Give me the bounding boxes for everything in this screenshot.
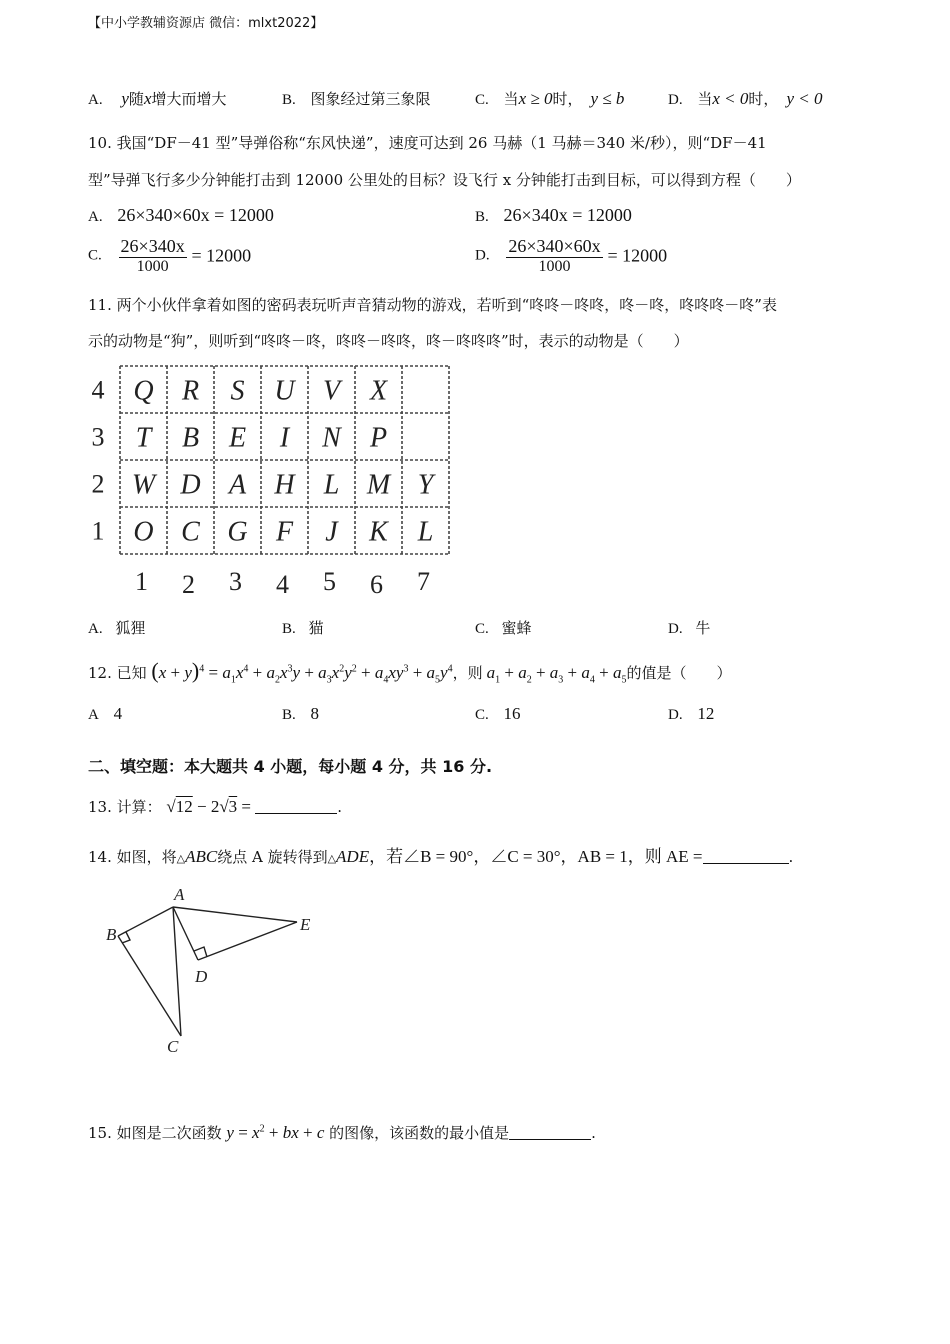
grid-cell-letter: K (369, 516, 388, 548)
q15-function: $y = x^2$ + bx + c (226, 1123, 325, 1142)
q15-stem-end: . (591, 1124, 596, 1142)
q9-option-c-cond: x ≥ 0 (518, 89, 553, 108)
grid-cell-letter: H (274, 469, 295, 501)
q11-option-c-label: C. (475, 621, 489, 637)
q10-stem-line1: 10. 我国“DF－41 型”导弹俗称“东风快递”，速度可达到 26 马赫（1 马赫＝340 米/秒），则“DF－41 (88, 134, 767, 152)
grid-cell-letter: U (274, 375, 295, 407)
grid-cell-letter: B (181, 422, 200, 454)
point-e-label: E (300, 915, 311, 934)
q10-option-b-label: B. (475, 209, 489, 225)
q10-option-d-denominator: 1000 (538, 258, 571, 275)
q11-option-a (88, 617, 145, 638)
q15-stem-post: 的图像，该函数的最小值是 (329, 1124, 510, 1142)
q10-option-a-label: A. (88, 209, 103, 225)
q9-option-c (475, 88, 624, 109)
q13-expression: √12 − 2√3 = (166, 797, 256, 816)
grid-cell-letter: I (279, 422, 290, 454)
q9-option-c-mid: 时， (552, 90, 583, 108)
q11-option-d-label: D. (668, 621, 683, 637)
q15-stem-pre: 15. 如图是二次函数 (88, 1124, 222, 1142)
q10-option-d-label: D. (475, 247, 490, 264)
q12-option-d-text: 12 (697, 704, 715, 723)
q12-option-b (282, 704, 319, 724)
grid-cell-letter: L (323, 469, 340, 501)
q9-option-a-var-y: y (121, 89, 129, 108)
grid-cell-letter: E (228, 422, 247, 454)
q10-option-b (475, 205, 632, 226)
q12-option-c-text: 16 (503, 704, 521, 723)
q10-option-d (475, 236, 667, 276)
q10-option-c-denominator: 1000 (136, 258, 169, 275)
q13-answer-blank (255, 812, 337, 814)
grid-cell-letter: D (180, 469, 201, 501)
q9-option-c-result: y ≤ b (590, 89, 625, 108)
grid-cell-letter: S (230, 375, 245, 407)
rotation-figure (95, 880, 335, 1060)
q11-option-b-label: B. (282, 621, 296, 637)
q12-stem (88, 658, 732, 685)
grid-cell-letter: O (133, 516, 154, 548)
q10-option-c (88, 236, 251, 276)
q13-stem (88, 796, 342, 817)
q12-option-a (88, 704, 122, 724)
section-2-heading: 二、填空题：本大题共 4 小题，每小题 4 分，共 16 分. (88, 757, 493, 776)
q9-option-a-text: 随x增大而增大 (128, 89, 227, 108)
grid-cell-letter: N (322, 422, 341, 454)
grid-column-label: 6 (370, 570, 383, 599)
q9-option-d-mid: 时， (748, 90, 779, 108)
q9-option-a-label: A. (88, 92, 103, 108)
q12-option-d (668, 704, 714, 724)
grid-cell-letter: P (369, 422, 388, 454)
grid-column-label: 5 (323, 567, 336, 596)
q14-stem-mid: 绕点 A 旋转得到 (217, 848, 328, 866)
grid-column-label: 3 (229, 567, 242, 596)
grid-cell-letter: T (135, 422, 152, 454)
grid-row-label: 1 (91, 516, 105, 546)
q12-equation: $(x + y)^4 = a_1x^4 + a_2x^3y + a_3x^2y^2 + a_4xy^3 + a_5y^4$ (151, 658, 453, 686)
q9-option-b-label: B. (282, 92, 296, 108)
q10-option-a-equation: 26×340×60x = 12000 (117, 205, 274, 225)
grid-cell-letter: L (417, 516, 434, 548)
q12-option-a-text: 4 (113, 704, 123, 723)
q10-option-c-numerator: 26×340x (120, 236, 185, 256)
q10-option-d-numerator: 26×340×60x (508, 236, 601, 256)
q15-answer-blank (509, 1138, 591, 1140)
grid-cell-letter: R (181, 375, 200, 407)
q11-option-a-text: 狐狸 (115, 619, 146, 637)
q14-stem (88, 842, 793, 867)
q12-option-c-label: C. (475, 707, 489, 723)
grid-cell-letter: F (275, 516, 294, 548)
point-a-label: A (174, 885, 185, 904)
q12-option-a-label: A (88, 707, 99, 723)
segment-ad (173, 907, 198, 960)
q14-stem-pre: 14. 如图，将 (88, 848, 177, 866)
point-c-label: C (167, 1037, 179, 1056)
q12-option-d-label: D. (668, 707, 683, 723)
grid-cell-letter: M (366, 469, 391, 501)
q12-stem-tail: 的值是（ ） (626, 664, 732, 682)
q12-option-b-text: 8 (310, 704, 320, 723)
segment-ae (173, 907, 297, 922)
q14-triangle-abc: △ABC (176, 847, 218, 866)
grid-cell-letter: V (322, 375, 341, 407)
q14-stem-post: . (788, 848, 794, 866)
q15-stem (88, 1122, 596, 1143)
q11-stem-line1: 11. 两个小伙伴拿着如图的密码表玩听声音猜动物的游戏，若听到“咚咚－咚咚，咚－咚，咚咚咚－咚”表 (88, 296, 777, 314)
grid-cell-letter: C (181, 516, 200, 548)
header-banner: 【中小学教辅资源店 微信：mlxt2022】 (88, 16, 324, 31)
q13-stem-post: . (337, 798, 343, 816)
q11-stem-line2: 示的动物是“狗”，则听到“咚咚－咚，咚咚－咚咚，咚－咚咚咚”时，表示的动物是（ ） (88, 332, 689, 350)
q9-option-c-pre: 当 (503, 90, 519, 108)
q12-stem-pre: 12. 已知 (88, 664, 147, 682)
segment-ab (118, 907, 173, 936)
q12-option-c (475, 704, 521, 724)
q9-option-d (668, 88, 822, 109)
q12-sum-expression: $a_1 + a_2 + a_3 + a_4 + a_5$ (486, 663, 627, 686)
q10-option-c-label: C. (88, 247, 102, 264)
q10-option-d-rhs: = 12000 (607, 245, 668, 266)
q11-option-c (475, 617, 532, 638)
q11-option-d-text: 牛 (695, 619, 711, 637)
grid-cell-letter: A (228, 469, 247, 501)
q11-option-c-text: 蜜蜂 (501, 619, 532, 637)
q11-option-b-text: 猫 (308, 619, 324, 637)
segment-bc (118, 936, 181, 1036)
q10-option-c-rhs: = 12000 (191, 245, 252, 266)
point-b-label: B (106, 925, 117, 944)
q12-stem-post: ，则 (452, 664, 483, 682)
q14-triangle-ade: △ADE (327, 847, 370, 866)
q13-stem-pre: 13. 计算： (88, 798, 162, 816)
grid-row-label: 4 (91, 375, 105, 405)
q14-conditions: ，若∠B = 90°，∠C = 30°，AB = 1，则 AE = (369, 847, 703, 866)
point-d-label: D (195, 967, 208, 986)
segment-de (198, 922, 297, 960)
grid-column-label: 7 (417, 567, 430, 596)
segment-ac (173, 907, 181, 1036)
q11-option-b (282, 617, 324, 638)
grid-row-label: 3 (91, 422, 105, 452)
q11-option-d (668, 617, 710, 638)
grid-column-label: 2 (182, 570, 195, 599)
q11-option-a-label: A. (88, 621, 103, 637)
q14-answer-blank (703, 862, 789, 864)
grid-cell-letter: Y (417, 469, 434, 501)
grid-cell-letter: G (227, 516, 248, 548)
grid-cell-letter: X (369, 375, 388, 407)
grid-cell-letter: W (131, 469, 156, 501)
grid-column-label: 1 (135, 567, 148, 596)
q9-option-d-cond: x < 0 (712, 89, 749, 108)
grid-column-label: 4 (276, 570, 289, 599)
q9-option-b (282, 88, 431, 109)
q9-option-d-result: y < 0 (786, 89, 823, 108)
grid-cell-letter: J (325, 516, 338, 548)
q10-option-c-fraction (119, 236, 187, 276)
q10-stem-line2: 型”导弹飞行多少分钟能打击到 12000 公里处的目标？设飞行 x 分钟能打击到目标，可以得到方程（ ） (88, 171, 801, 189)
q9-option-d-pre: 当 (697, 90, 713, 108)
grid-cell-letter: Q (133, 375, 154, 407)
cipher-grid (80, 358, 470, 608)
grid-row-label: 2 (91, 469, 105, 499)
q9-option-a (88, 88, 227, 109)
q10-option-d-fraction (506, 236, 602, 276)
q9-option-b-text: 图象经过第三象限 (310, 90, 431, 108)
q9-option-c-label: C. (475, 92, 489, 108)
q10-option-b-equation: 26×340x = 12000 (503, 205, 632, 225)
q12-option-b-label: B. (282, 707, 296, 723)
q10-option-a (88, 205, 274, 226)
q9-option-d-label: D. (668, 92, 683, 108)
